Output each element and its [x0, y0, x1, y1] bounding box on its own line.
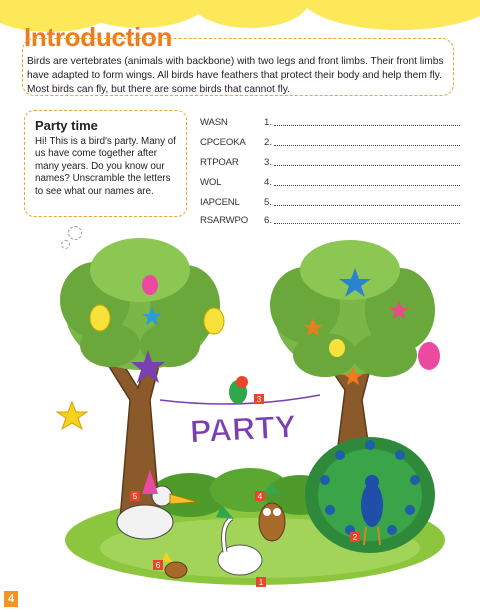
bird-tag-6-label: 6: [155, 561, 161, 570]
tree-canopy: [80, 323, 140, 367]
bird-tag-4-label: 4: [257, 492, 263, 501]
star-decoration: [57, 402, 87, 429]
balloon: [90, 305, 110, 331]
scrambled-word: RTPOAR: [200, 157, 239, 168]
party-text: Hi! This is a bird's party. Many of us have come together after many years. Do you know our names? Unscramble the letters to see what our names are.: [35, 136, 176, 197]
scrambled-word: CPCEOKA: [200, 137, 246, 148]
tree-canopy: [90, 238, 190, 302]
balloon: [142, 275, 158, 295]
answer-number: 3.: [264, 157, 273, 168]
bird-tag-2-label: 2: [352, 533, 358, 542]
bird-tag-5-label: 5: [132, 492, 138, 501]
intro-text: Birds are vertebrates (animals with backbone) with two legs and front limbs. Their front limbs have adapted to form wings. All birds have feathers that protect their body and help them fly. Most birds can fly, but there are some birds that cannot fly.: [27, 56, 444, 95]
bird-tag-3-label: 3: [256, 395, 262, 404]
bird-tag-1-label: 1: [258, 578, 264, 587]
answer-number: 6.: [264, 215, 273, 226]
balloon: [329, 339, 345, 357]
parrot-head: [236, 376, 248, 388]
page-title: Introduction: [24, 22, 173, 52]
balloon: [204, 308, 224, 334]
scrambled-word: IAPCENL: [200, 197, 240, 208]
tree-canopy: [293, 333, 357, 377]
answer-number: 4.: [264, 177, 273, 188]
tree-canopy: [353, 333, 417, 377]
party-title: Party time: [35, 118, 98, 133]
balloon: [418, 342, 440, 370]
answer-number: 1.: [264, 117, 273, 128]
scrambled-word: RSARWPO: [200, 215, 248, 226]
party-banner: PARTY: [189, 408, 297, 450]
answer-number: 2.: [264, 137, 273, 148]
scrambled-word: WASN: [200, 117, 228, 128]
peacock-bird: [305, 437, 435, 553]
page-number: 4: [4, 591, 18, 607]
answer-number: 5.: [264, 197, 273, 208]
scrambled-word: WOL: [200, 177, 222, 188]
